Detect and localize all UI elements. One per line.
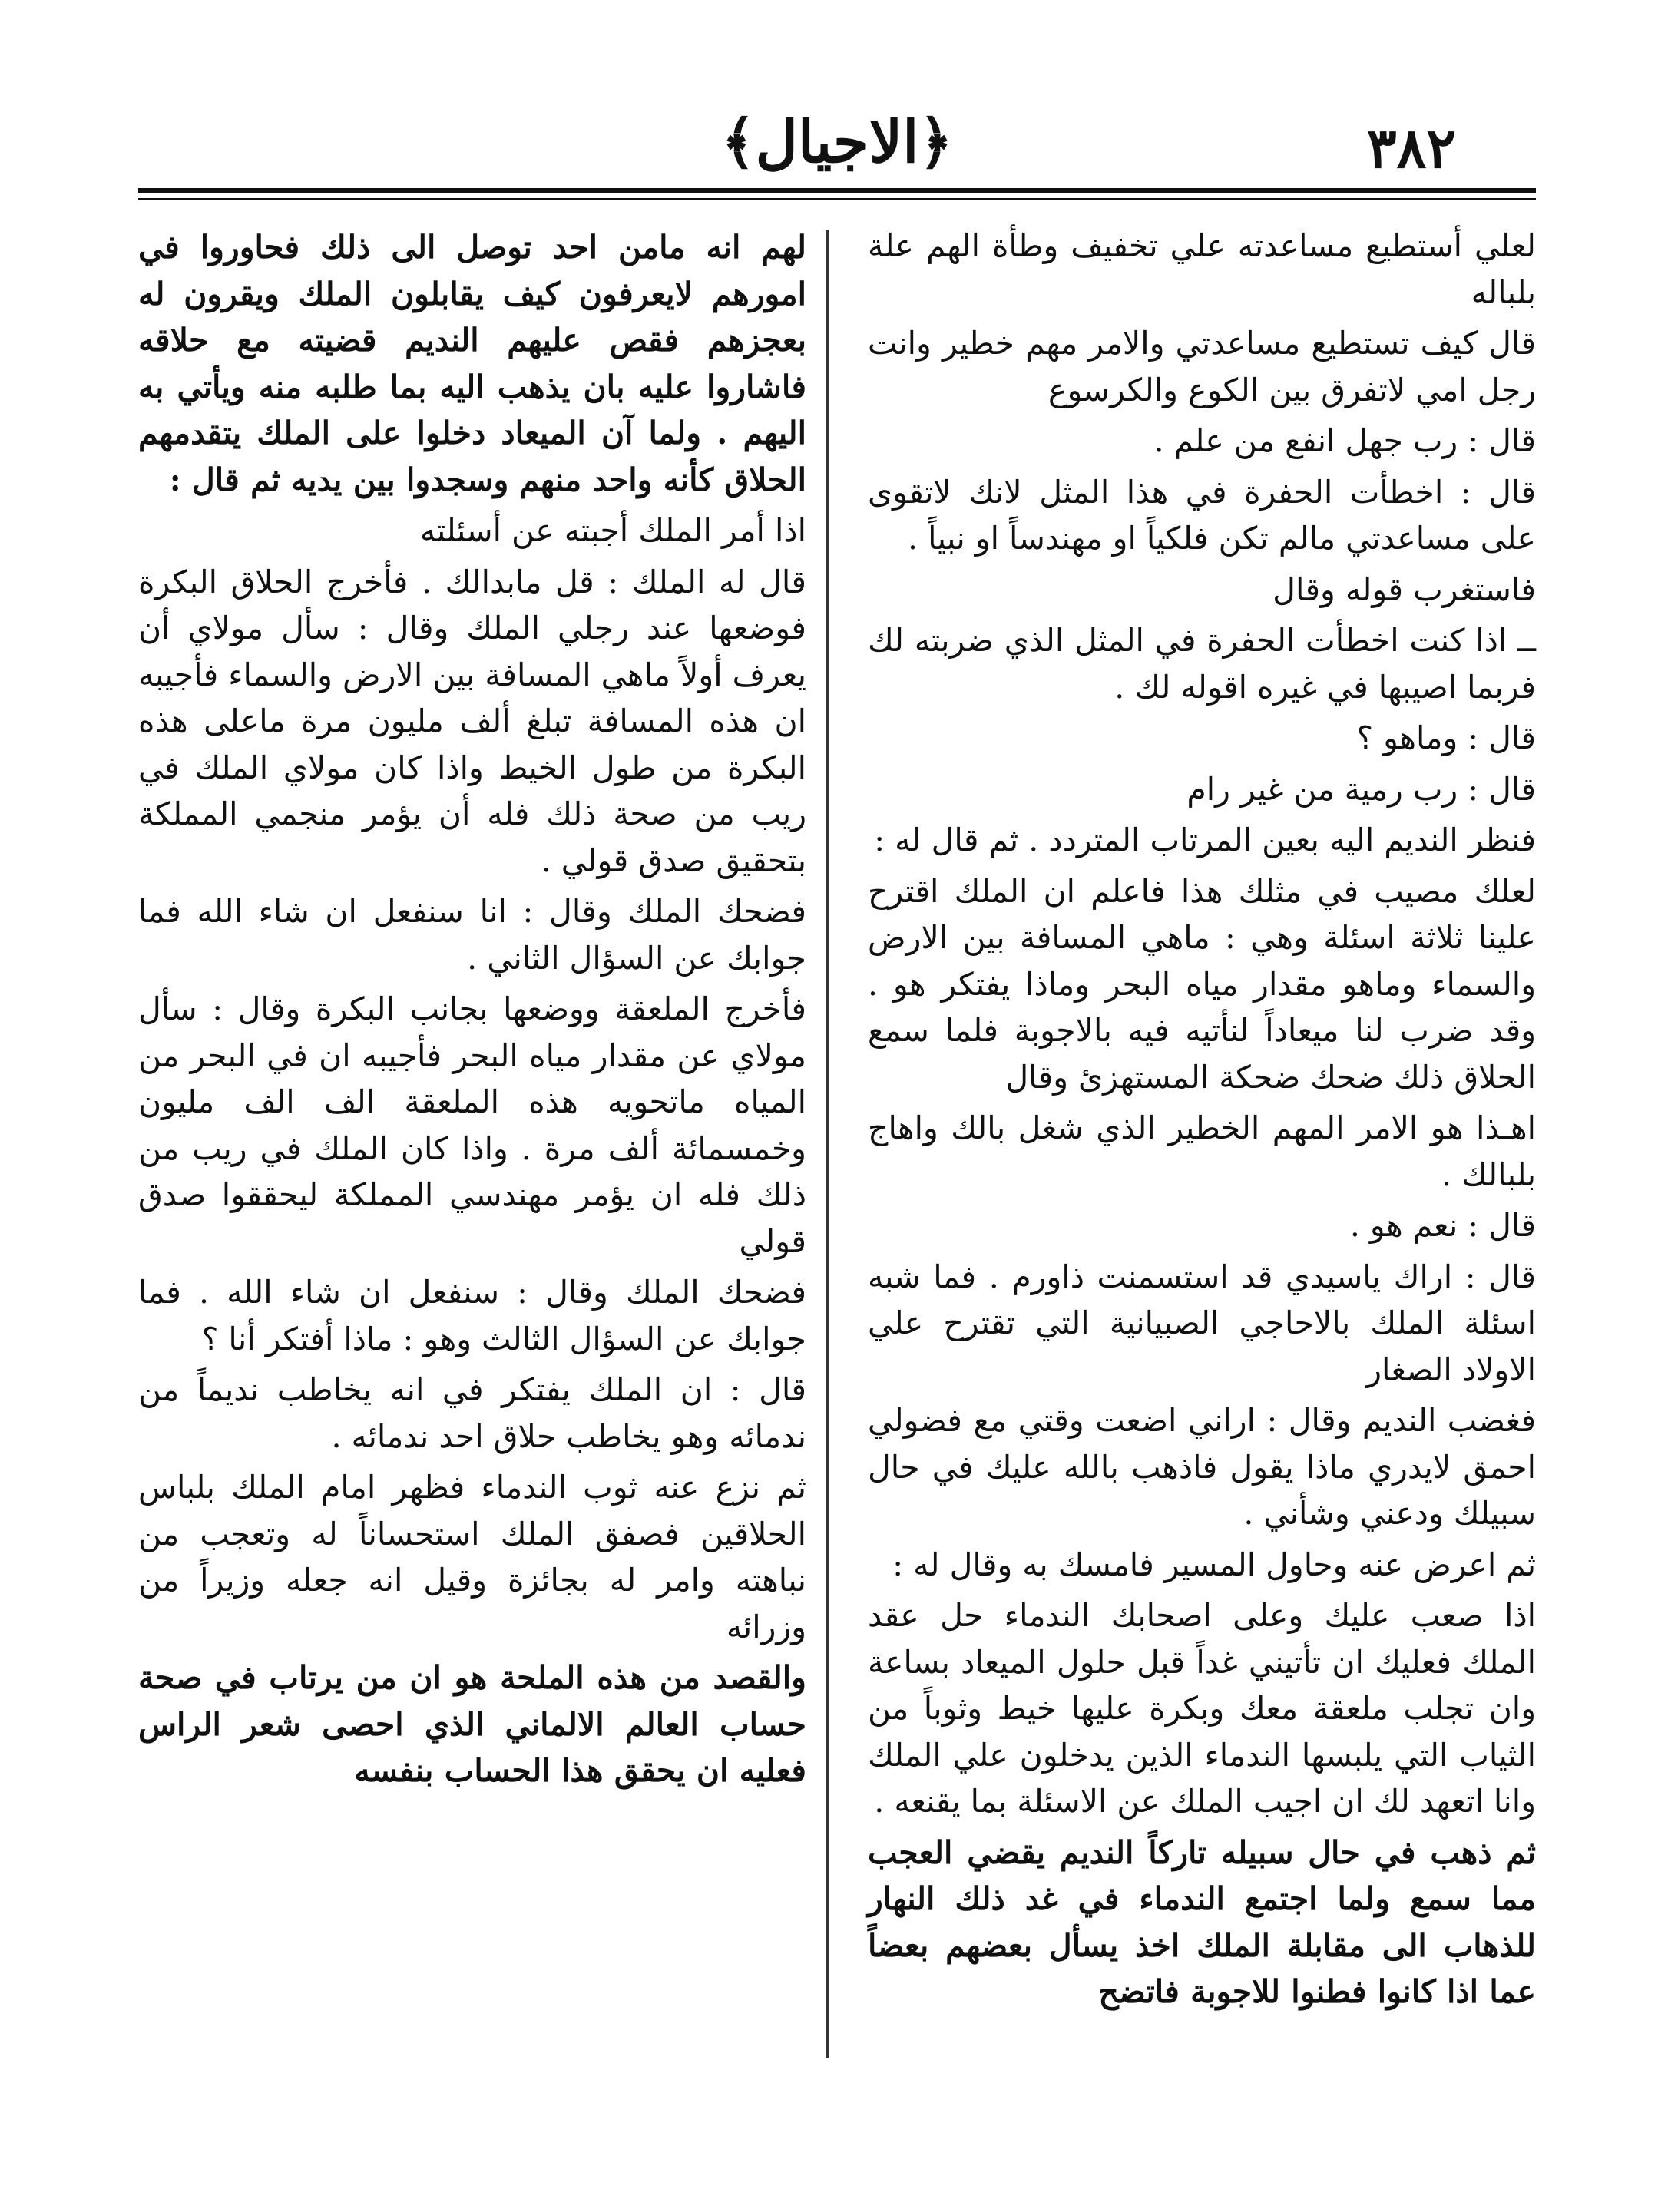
paragraph: قال كيف تستطيع مساعدتي والامر مهم خطير وانت رجل امي لاتفرق بين الكوع والكرسوع (868, 325, 1536, 408)
journal-title: ﴿الاجيال﴾ (721, 107, 953, 176)
paragraph: قال : نعم هو . (1349, 1207, 1536, 1244)
paragraph: فغضب النديم وقال : اراني اضعت وقتي مع فضولي احمق لايدري ماذا يقول فاذهب بالله عليك في حال سبيلك ودعني وشأني . (868, 1402, 1536, 1532)
header-rule-thin (138, 198, 1536, 200)
paragraph: فأخرج الملعقة ووضعها بجانب البكرة وقال : سأل مولاي عن مقدار مياه البحر فأجيبه ان في البحر من المياه ماتحويه هذه الملعقة الف الف مليون وخمسمائة ألف مرة . واذا كان الملك في ريب من ذلك فله ان يؤمر مهندسي المملكة ليحققوا صدق قولي (138, 990, 806, 1260)
text-column-right (868, 223, 1536, 2015)
paragraph: والقصد من هذه الملحة هو ان من يرتاب في صحة حساب العالم الالماني الذي احصى شعر الراس فعليه ان يحقق هذا الحساب بنفسه (138, 1659, 806, 1789)
paragraph: ثم ذهب في حال سبيله تاركاً النديم يقضي العجب مما سمع ولما اجتمع الندماء في غد ذلك النهار للذهاب الى مقابلة الملك اخذ يسأل بعضهم بعضاً عما اذا كانوا فطنوا للاجوبة فاتضح (868, 1833, 1536, 2010)
paragraph: اذا أمر الملك أجبته عن أسئلته (419, 512, 806, 549)
paragraph: اهـذا هو الامر المهم الخطير الذي شغل بالك واهاج بلبالك . (868, 1109, 1536, 1193)
paragraph: لعلك مصيب في مثلك هذا فاعلم ان الملك اقترح علينا ثلاثة اسئلة وهي : ماهي المسافة بين الارض والسماء وماهو مقدار مياه البحر وماذا يفتكر هو . وقد ضرب لنا ميعاداً لنأتيه فيه بالاجوبة فلما سمع الحلاق ذلك ضحك ضحكة المستهزئ وقال (868, 872, 1536, 1096)
paragraph: فاستغرب قوله وقال (1272, 570, 1536, 608)
paragraph: فنظر النديم اليه بعين المرتاب المتردد . ثم قال له : (874, 822, 1536, 858)
text-column-left (138, 224, 806, 1794)
paragraph: ثم اعرض عنه وحاول المسير فامسك به وقال له : (892, 1546, 1536, 1583)
paragraph: لعلي أستطيع مساعدته علي تخفيف وطأة الهم علة بلباله (868, 227, 1536, 311)
paragraph: ثم نزع عنه ثوب الندماء فظهر امام الملك بلباس الحلاقين فصفق الملك استحساناً له وتعجب من نباهته وامر له بجائزة وقيل انه جعله وزيراً من وزرائه (138, 1469, 806, 1645)
header-rule-thick (138, 188, 1536, 193)
paragraph: قال : رب جهل انفع من علم . (1153, 422, 1536, 459)
paragraph: قال : رب رمية من غير رام (1186, 770, 1536, 808)
paragraph: قال : اخطأت الحفرة في هذا المثل لانك لاتقوى على مساعدتي مالم تكن فلكياً او مهندساً او نبياً . (868, 473, 1536, 557)
paragraph: ــ اذا كنت اخطأت الحفرة في المثل الذي ضربته لك فربما اصيبها في غيره اقوله لك . (868, 622, 1536, 706)
paragraph: فضحك الملك وقال : سنفعل ان شاء الله . فما جوابك عن السؤال الثالث وهو : ماذا أفتكر أنا ؟ (138, 1274, 806, 1357)
paragraph: قال : اراك ياسيدي قد استسمنت ذاورم . فما شبه اسئلة الملك بالاحاجي الصبيانية التي تقترح علي الاولاد الصغار (868, 1258, 1536, 1388)
paragraph: قال : ان الملك يفتكر في انه يخاطب نديماً من ندمائه وهو يخاطب حلاق احد ندمائه . (138, 1371, 806, 1455)
paragraph: اذا صعب عليك وعلى اصحابك الندماء حل عقد الملك فعليك ان تأتيني غداً قبل حلول الميعاد بساعة وان تجلب ملعقة معك وبكرة عليها خيط وثوباً من الثياب التي يلبسها الندماء الذين يدخلون علي الملك وانا اتعهد لك ان اجيب الملك عن الاسئلة بما يقنعه . (868, 1597, 1536, 1820)
column-divider (826, 230, 829, 2058)
page-number: ٣٨٢ (1367, 115, 1457, 180)
paragraph: فضحك الملك وقال : انا سنفعل ان شاء الله فما جوابك عن السؤال الثاني . (138, 893, 806, 977)
paragraph: قال : وماهو ؟ (1356, 719, 1536, 756)
paragraph: لهم انه مامن احد توصل الى ذلك فحاوروا في امورهم لايعرفون كيف يقابلون الملك ويقرون له بعجزهم فقص عليهم النديم قضيته مع حلاقه فاشاروا عليه بان يذهب اليه بما طلبه منه ويأتي به اليهم . ولما آن الميعاد دخلوا على الملك يتقدمهم الحلاق كأنه واحد منهم وسجدوا بين يديه ثم قال : (138, 229, 806, 498)
paragraph: قال له الملك : قل مابدالك . فأخرج الحلاق البكرة فوضعها عند رجلي الملك وقال : سأل مولاي أن يعرف أولاً ماهي المسافة بين الارض والسماء فأجيبه ان هذه المسافة تبلغ ألف مليون مرة ماعلى هذه البكرة من طول الخيط واذا كان مولاي الملك في ريب من صحة ذلك فله أن يؤمر منجمي المملكة بتحقيق صدق قولي . (138, 563, 806, 879)
